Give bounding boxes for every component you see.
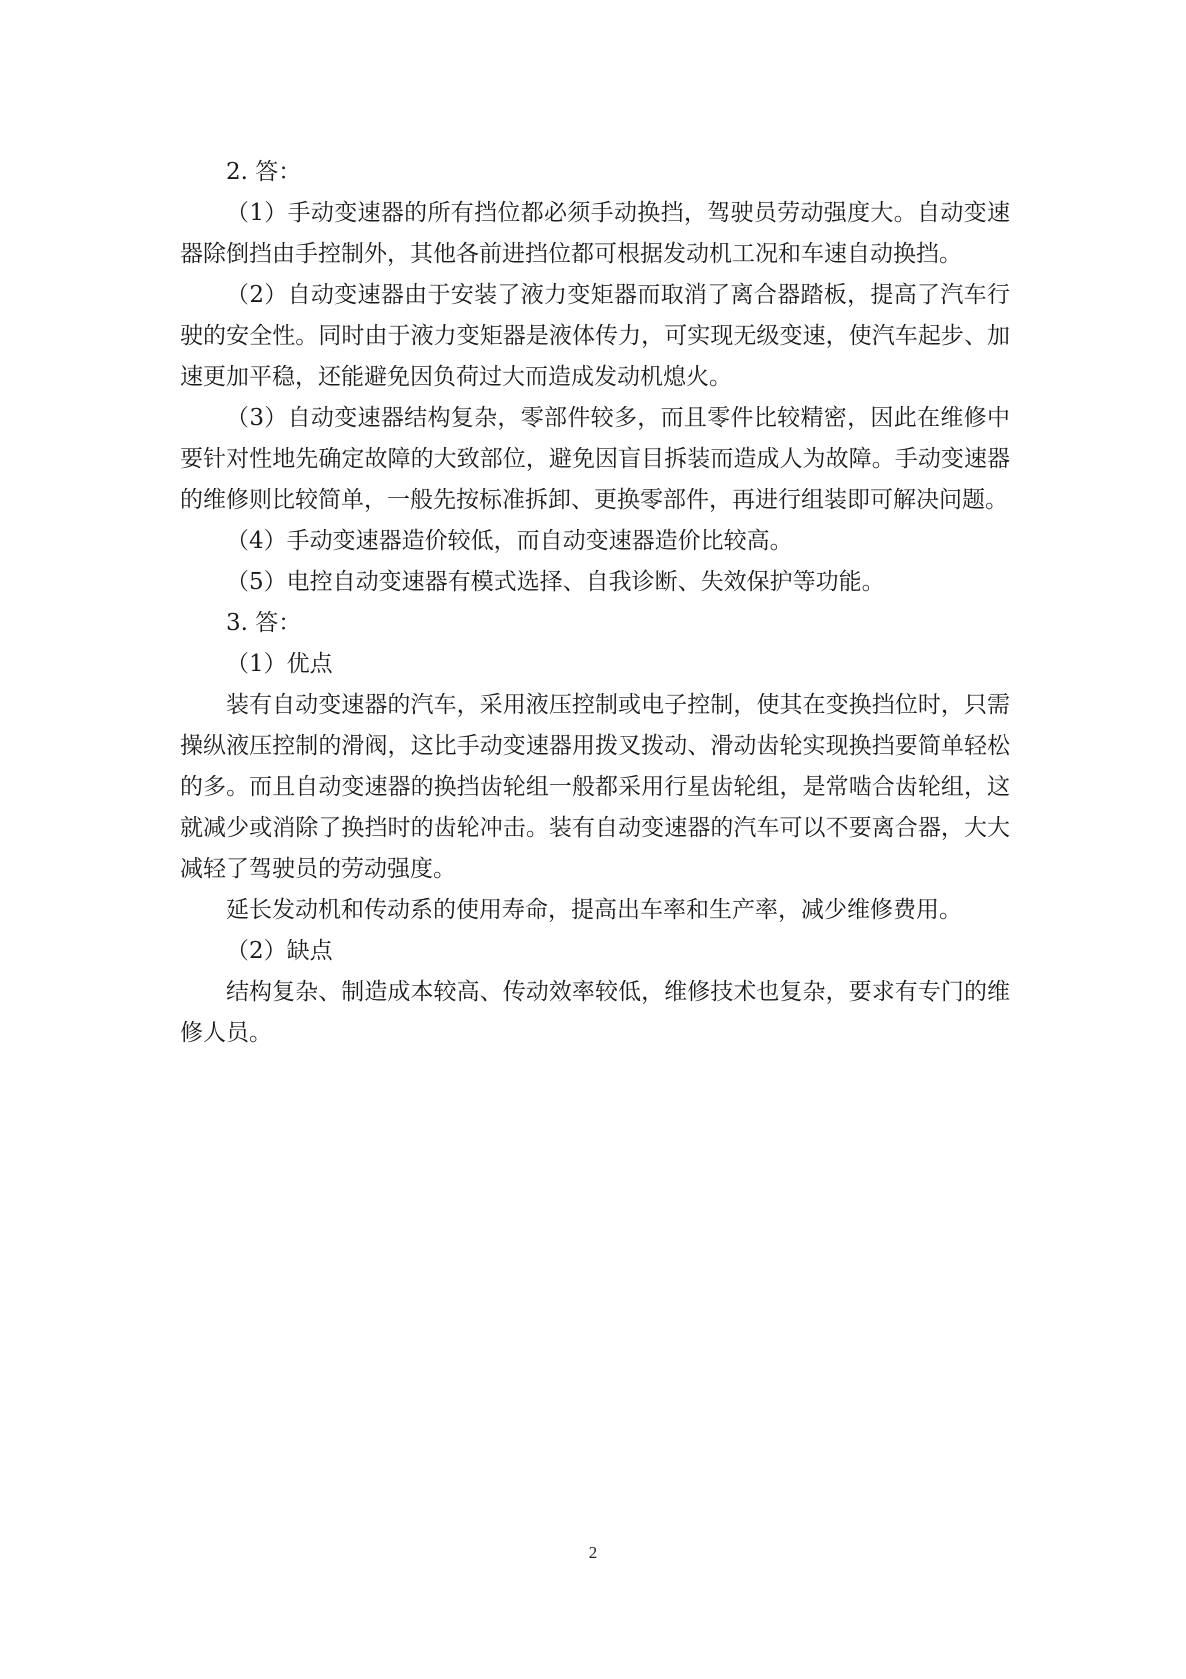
- disadvantages-paragraph: 结构复杂、制造成本较高、传动效率较低，维修技术也复杂，要求有专门的维修人员。: [180, 979, 1010, 1046]
- advantages-paragraph-2: 延长发动机和传动系的使用寿命，提高出车率和生产率，减少维修费用。: [226, 897, 962, 923]
- advantages-paragraph: 装有自动变速器的汽车，采用液压控制或电子控制，使其在变换挡位时，只需操纵液压控制的滑阀，这比手动变速器用拨叉拨动、滑动齿轮实现换挡要简单轻松的多。而且自动变速器的换挡齿轮组一般都采用行星齿轮组，是常啮合齿轮组，这就减少或消除了换挡时的齿轮冲击。装有自动变速器的汽车可以不要离合器，大大减轻了驾驶员的劳动强度。: [180, 692, 1010, 882]
- advantages-heading: （1）优点: [226, 651, 333, 677]
- page-body: [180, 152, 1010, 1054]
- disadvantages-heading: （2）缺点: [226, 938, 333, 964]
- answer-2-point-3: （3）自动变速器结构复杂，零部件较多，而且零件比较精密，因此在维修中要针对性地先确定故障的大致部位，避免因盲目拆装而造成人为故障。手动变速器的维修则比较简单，一般先按标准拆卸、更换零部件，再进行组装即可解决问题。: [180, 405, 1010, 513]
- page-number: 2: [588, 1543, 598, 1562]
- answer-2-heading: 2. 答：: [226, 159, 302, 185]
- answer-2-point-1: （1）手动变速器的所有挡位都必须手动换挡，驾驶员劳动强度大。自动变速器除倒挡由手控制外，其他各前进挡位都可根据发动机工况和车速自动换挡。: [180, 200, 1010, 267]
- answer-3-heading: 3. 答：: [226, 610, 302, 636]
- answer-2-point-5: （5）电控自动变速器有模式选择、自我诊断、失效保护等功能。: [226, 569, 885, 595]
- answer-2-point-2: （2）自动变速器由于安装了液力变矩器而取消了离合器踏板，提高了汽车行驶的安全性。同时由于液力变矩器是液体传力，可实现无级变速，使汽车起步、加速更加平稳，还能避免因负荷过大而造成发动机熄火。: [180, 282, 1010, 390]
- answer-2-point-4: （4）手动变速器造价较低，而自动变速器造价比较高。: [226, 528, 793, 554]
